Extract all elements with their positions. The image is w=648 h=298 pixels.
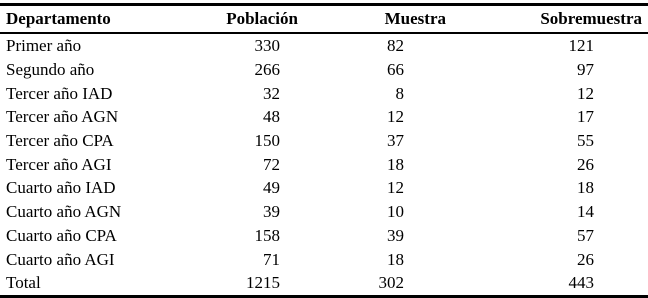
table-row — [0, 105, 648, 129]
cell-departamento: Cuarto año AGN — [6, 202, 122, 222]
cell-muestra: 39 — [387, 225, 404, 245]
cell-poblacion: 150 — [254, 131, 280, 151]
cell-departamento: Cuarto año IAD — [6, 178, 116, 198]
cell-sobremuestra: 18 — [577, 178, 594, 198]
cell-muestra: 66 — [387, 60, 404, 80]
cell-departamento: Cuarto año AGI — [6, 249, 115, 269]
cell-departamento: Tercer año CPA — [6, 131, 114, 151]
cell-departamento: Tercer año AGN — [6, 107, 119, 127]
total-row — [0, 271, 648, 296]
cell-sobremuestra: 97 — [577, 60, 594, 80]
cell-poblacion: 266 — [254, 60, 280, 80]
header-departamento: Departamento — [6, 9, 111, 28]
cell-departamento: Primer año — [6, 36, 82, 56]
table-header — [0, 5, 648, 34]
cell-sobremuestra: 14 — [577, 202, 594, 222]
cell-sobremuestra: 26 — [577, 249, 594, 269]
header-poblacion: Población — [226, 9, 298, 28]
cell-departamento: Tercer año AGI — [6, 154, 112, 174]
cell-muestra: 18 — [387, 154, 404, 174]
cell-muestra: 12 — [387, 107, 404, 127]
cell-poblacion: 158 — [254, 225, 280, 245]
cell-muestra: 12 — [387, 178, 404, 198]
cell-muestra: 37 — [387, 131, 404, 151]
cell-sobremuestra: 55 — [577, 131, 594, 151]
table-row — [0, 247, 648, 271]
cell-muestra: 18 — [387, 249, 404, 269]
header-sobremuestra: Sobremuestra — [540, 9, 642, 28]
table-row — [0, 200, 648, 224]
cell-muestra: 10 — [387, 202, 404, 222]
cell-departamento: Cuarto año CPA — [6, 225, 117, 245]
cell-sobremuestra: 121 — [568, 36, 594, 56]
sample-table — [0, 3, 648, 298]
table-body — [0, 33, 648, 296]
header-row — [0, 5, 648, 34]
table-row — [0, 58, 648, 82]
cell-departamento: Total — [6, 273, 41, 293]
table-row — [0, 81, 648, 105]
cell-poblacion: 72 — [263, 154, 280, 174]
cell-sobremuestra: 12 — [577, 83, 594, 103]
table-row — [0, 176, 648, 200]
cell-sobremuestra: 57 — [577, 225, 594, 245]
table-row — [0, 152, 648, 176]
cell-muestra: 82 — [387, 36, 404, 56]
cell-departamento: Tercer año IAD — [6, 83, 113, 103]
table-row — [0, 33, 648, 58]
cell-poblacion: 49 — [263, 178, 280, 198]
cell-poblacion: 71 — [263, 249, 280, 269]
cell-poblacion: 48 — [263, 107, 280, 127]
table-row — [0, 129, 648, 153]
cell-poblacion: 1215 — [246, 273, 280, 293]
cell-muestra: 302 — [378, 273, 404, 293]
cell-departamento: Segundo año — [6, 60, 95, 80]
cell-sobremuestra: 26 — [577, 154, 594, 174]
cell-sobremuestra: 17 — [577, 107, 594, 127]
cell-sobremuestra: 443 — [568, 273, 594, 293]
header-muestra: Muestra — [384, 9, 446, 28]
cell-muestra: 8 — [395, 83, 404, 103]
cell-poblacion: 32 — [263, 83, 280, 103]
cell-poblacion: 330 — [254, 36, 280, 56]
table-row — [0, 224, 648, 248]
cell-poblacion: 39 — [263, 202, 280, 222]
